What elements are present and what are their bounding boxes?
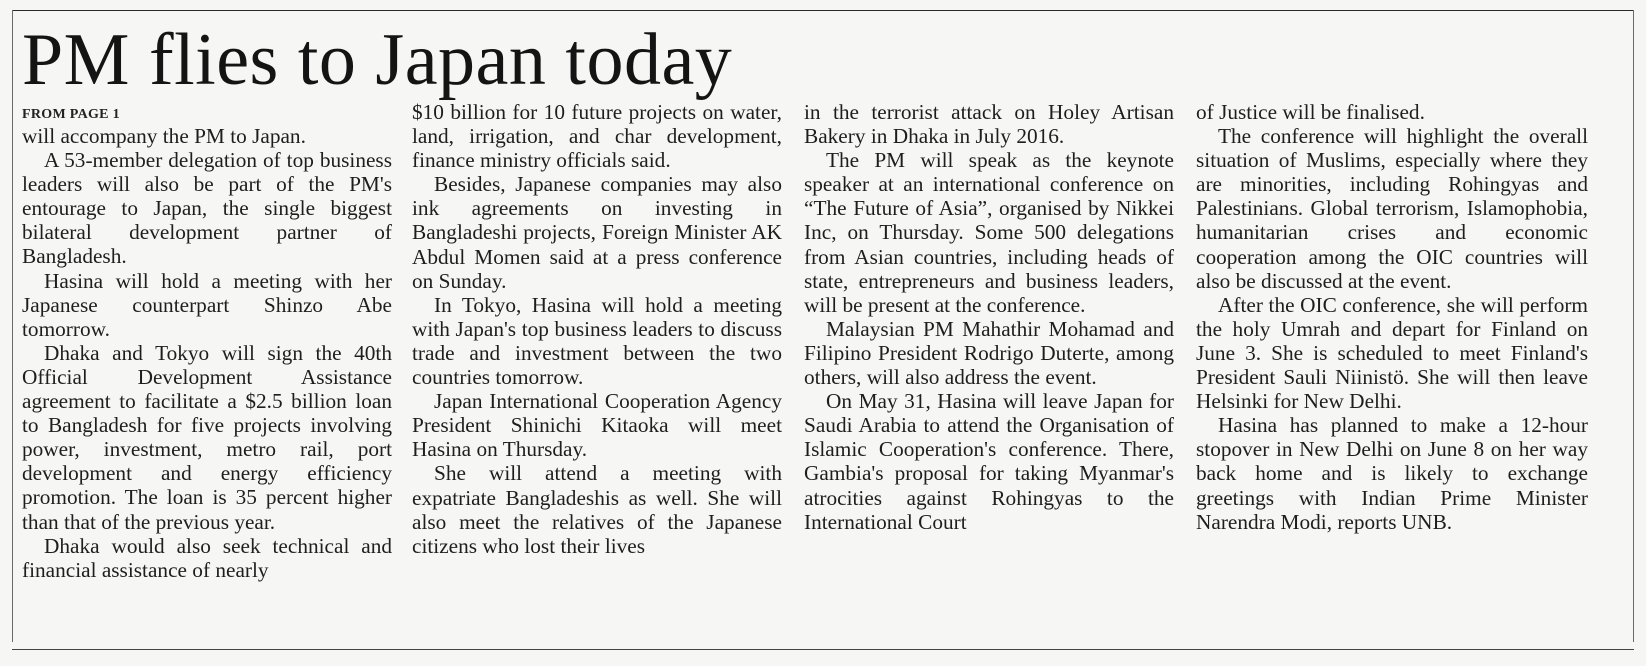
article-paragraph: in the terrorist attack on Holey Artisan Bakery in Dhaka in July 2016. [804,100,1174,149]
article-paragraph: Malaysian PM Mahathir Mohamad and Filipino President Rodrigo Duterte, among others, will also address the event. [804,316,1174,390]
left-rule [12,10,13,642]
article-paragraph: Japan International Cooperation Agency President Shinichi Kitaoka will meet Hasina on Thursday. [412,389,782,462]
headline: PM flies to Japan today [22,19,733,101]
article-column-1 [22,106,392,582]
article-paragraph: The conference will highlight the overall situation of Muslims, especially where they are minorities, including Rohingyas and Palestinians. Global terrorism, Islamophobia, humanitarian crises and economic cooperation among the OIC countries will also be discussed at the event. [1196,124,1588,293]
article-paragraph: In Tokyo, Hasina will hold a meeting with Japan's top business leaders to discuss trade and investment between the two countries tomorrow. [412,292,782,390]
article-paragraph: Dhaka would also seek technical and financial assistance of nearly [22,533,392,582]
article-paragraph: Dhaka and Tokyo will sign the 40th Official Development Assistance agreement to facilitate a $2.5 billion loan to Bangladesh for five projects involving power, investment, metro rail, port development and energy efficiency promotion. The loan is 35 percent higher than that of the previous year. [22,340,392,534]
article-column-3 [804,100,1174,534]
article-paragraph: On May 31, Hasina will leave Japan for Saudi Arabia to attend the Organisation of Islamic Cooperation's conference. There, Gambia's proposal for taking Myanmar's atrocities against Rohingyas to the International Court [804,389,1174,534]
article-paragraph: She will attend a meeting with expatriate Bangladeshis as well. She will also meet the relatives of the Japanese citizens who lost their lives [412,461,782,558]
article-column-4 [1196,100,1588,534]
jump-label: FROM PAGE 1 [22,107,120,122]
right-rule [1633,10,1634,642]
top-rule [12,10,1634,11]
article-paragraph: Besides, Japanese companies may also ink agreements on investing in Bangladeshi projects, Foreign Minister AK Abdul Momen said at a press conference on Sunday. [412,172,782,293]
article-column-2 [412,100,782,558]
article-body [22,100,1624,636]
bottom-rule [12,649,1634,650]
article-paragraph: Hasina will hold a meeting with her Japanese counterpart Shinzo Abe tomorrow. [22,268,392,341]
article-paragraph: of Justice will be finalised. [1196,100,1425,124]
article-paragraph: $10 billion for 10 future projects on water, land, irrigation, and char development, finance ministry officials said. [412,100,782,173]
article-paragraph: The PM will speak as the keynote speaker at an international conference on “The Future of Asia”, organised by Nikkei Inc, on Thursday. Some 500 delegations from Asian countries, including heads of state, entrepreneurs and business leaders, will be present at the conference. [804,148,1174,317]
article-paragraph: will accompany the PM to Japan. [22,124,306,148]
article-paragraph: Hasina has planned to make a 12-hour stopover in New Delhi on June 8 on her way back home and is likely to exchange greetings with Indian Prime Minister Narendra Modi, reports UNB. [1196,413,1588,534]
article-paragraph: After the OIC conference, she will perform the holy Umrah and depart for Finland on June 3. She is scheduled to meet Finland's President Sauli Niinistö. She will then leave Helsinki for New Delhi. [1196,292,1588,414]
article-paragraph: A 53-member delegation of top business leaders will also be part of the PM's entourage to Japan, the single biggest bilateral development partner of Bangladesh. [22,148,392,269]
